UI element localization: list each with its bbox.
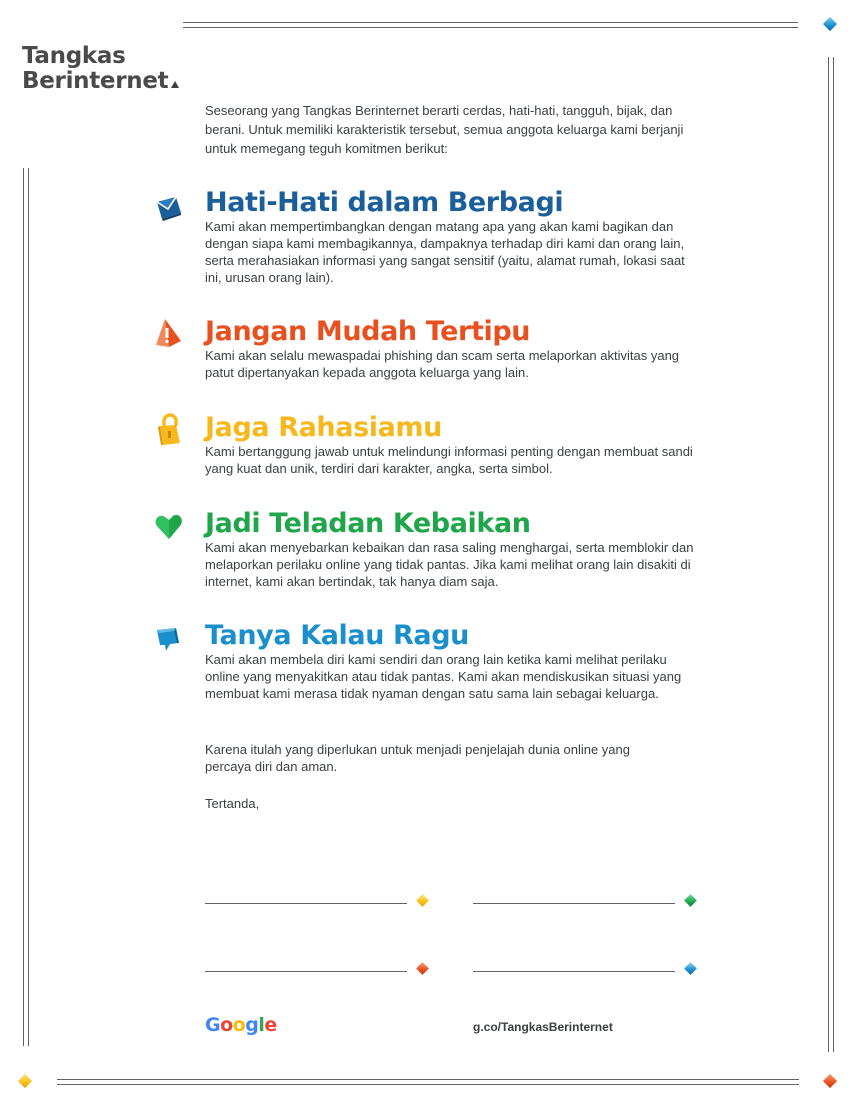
section-text: Kami akan mempertimbangkan dengan matang apa yang akan kami bagikan dan dengan siapa kami membagikannya, dampaknya terhadap diri kami dan orang lain, serta merahasiakan informasi yang sangat sensitif (yaitu, alamat rumah, lokasi saat ini, urusan orang lain). bbox=[205, 219, 685, 285]
corner-gem-icon bbox=[18, 1074, 32, 1088]
signoff-text: Tertanda, bbox=[205, 796, 260, 811]
bottom-border-line bbox=[57, 1079, 799, 1080]
logo bbox=[22, 44, 179, 94]
section-text: Kami akan membela diri kami sendiri dan orang lain ketika kami melihat perilaku online yang menyakitkan atau tidak pantas. Kami akan mendiskusikan situasi yang membuat kami merasa tidak nyaman dengan satu sama lain sebagai keluarga. bbox=[205, 652, 682, 701]
section-kind bbox=[205, 509, 695, 590]
section-title: Jangan Mudah Tertipu bbox=[205, 316, 531, 347]
signature-line[interactable] bbox=[473, 971, 675, 972]
signature-line[interactable] bbox=[205, 971, 407, 972]
footer-url[interactable]: g.co/TangkasBerinternet bbox=[473, 1020, 613, 1034]
corner-gem-icon bbox=[823, 17, 837, 31]
google-letter: l bbox=[258, 1014, 265, 1036]
left-border-line-2 bbox=[28, 168, 29, 1046]
google-letter: g bbox=[245, 1014, 259, 1036]
gem-icon bbox=[416, 894, 429, 907]
google-letter: G bbox=[205, 1014, 221, 1036]
warning-icon bbox=[154, 317, 184, 349]
section-title: Jadi Teladan Kebaikan bbox=[205, 508, 531, 539]
heart-icon bbox=[154, 511, 184, 541]
top-border-line-2 bbox=[183, 27, 798, 28]
bottom-border-line-2 bbox=[57, 1084, 799, 1085]
google-letter: o bbox=[220, 1014, 233, 1036]
speech-bubble-icon bbox=[154, 625, 184, 655]
section-title: Hati-Hati dalam Berbagi bbox=[205, 187, 564, 218]
section-share bbox=[205, 188, 695, 286]
section-title: Jaga Rahasiamu bbox=[205, 412, 442, 443]
signature-line[interactable] bbox=[473, 903, 675, 904]
section-title: Tanya Kalau Ragu bbox=[205, 620, 469, 651]
left-border-line bbox=[23, 168, 24, 1046]
gem-icon bbox=[684, 962, 697, 975]
section-secret bbox=[205, 413, 695, 477]
google-letter: o bbox=[232, 1014, 246, 1036]
intro-paragraph: Seseorang yang Tangkas Berinternet berarti cerdas, hati-hati, tangguh, bijak, dan berani. Untuk memiliki karakteristik tersebut, semua anggota keluarga kami berjanji untuk memegang teguh komitmen berikut: bbox=[205, 103, 684, 156]
right-border-line bbox=[828, 57, 829, 1052]
logo-line-2 bbox=[22, 69, 179, 94]
section-text: Kami bertanggung jawab untuk melindungi informasi penting dengan membuat sandi yang kuat dan unik, terdiri dari karakter, angka, serta simbol. bbox=[205, 444, 693, 476]
gem-icon bbox=[416, 962, 429, 975]
closing-paragraph: Karena itulah yang diperlukan untuk menjadi penjelajah dunia online yang percaya diri dan aman. bbox=[205, 742, 630, 774]
gem-icon bbox=[684, 894, 697, 907]
right-border-line-2 bbox=[833, 57, 834, 1052]
section-ask bbox=[205, 621, 695, 702]
logo-line-2-text: Berinternet bbox=[22, 68, 169, 94]
logo-line-1: Tangkas bbox=[22, 43, 126, 69]
section-text: Kami akan selalu mewaspadai phishing dan scam serta melaporkan aktivitas yang patut dipertanyakan kepada anggota keluarga yang lain. bbox=[205, 348, 680, 380]
envelope-icon bbox=[154, 193, 184, 223]
lock-icon bbox=[156, 412, 184, 446]
google-logo bbox=[205, 1014, 277, 1036]
google-letter: e bbox=[264, 1014, 277, 1036]
section-scam bbox=[205, 317, 695, 381]
corner-gem-icon bbox=[823, 1074, 837, 1088]
section-text: Kami akan menyebarkan kebaikan dan rasa saling menghargai, serta memblokir dan melaporkan perilaku online yang tidak pantas. Jika kami melihat orang lain disakiti di internet, kami akan bertindak, tak hanya diam saja. bbox=[205, 540, 694, 589]
logo-triangle-icon bbox=[171, 81, 179, 88]
signature-line[interactable] bbox=[205, 903, 407, 904]
top-border-line bbox=[183, 22, 798, 23]
